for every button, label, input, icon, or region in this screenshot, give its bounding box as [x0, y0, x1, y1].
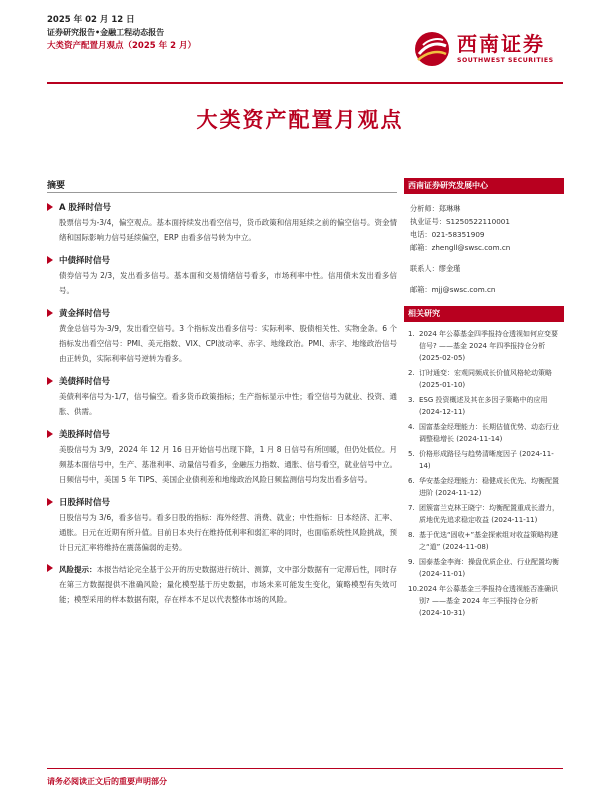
related-item-number: 6.: [408, 477, 415, 485]
abstract: [47, 178, 397, 607]
section-a-share: [47, 199, 397, 245]
section-us-stock: [47, 426, 397, 487]
related-item-text: 2024 年公募基金四季报持仓透视如何应变要信号? ——基金 2024 年四季报持仓分析 (2025-02-05): [419, 330, 559, 362]
related-item-text: 基于优选“固收+”基金探索组对收益策略构建之“道” (2024-11-08): [419, 531, 559, 551]
triangle-bullet-icon: [47, 564, 53, 572]
report-header: [47, 14, 377, 53]
related-research-header: 相关研究: [404, 306, 564, 322]
related-item[interactable]: [408, 421, 562, 445]
related-item-text: 国富基金经理能力：长期估值优势、动态行业调整稳增长 (2024-11-14): [419, 423, 559, 443]
analyst-name: 分析师：郑琳琳: [410, 204, 461, 213]
related-item[interactable]: [408, 394, 562, 418]
abstract-heading: 摘要: [47, 181, 66, 191]
header-divider: [47, 82, 563, 84]
section-title: 美债择时信号: [59, 377, 111, 387]
triangle-bullet-icon: [47, 377, 53, 385]
contact-email[interactable]: 邮箱：mjj@swsc.com.cn: [410, 285, 496, 294]
triangle-bullet-icon: [47, 498, 53, 506]
related-item-text: 价格形成路径与趋势清晰度因子 (2024-11-14): [419, 450, 554, 470]
triangle-bullet-icon: [47, 309, 53, 317]
triangle-bullet-icon: [47, 256, 53, 264]
analyst-email[interactable]: 邮箱：zhengll@swsc.com.cn: [410, 243, 511, 252]
section-jp-stock: [47, 494, 397, 555]
abstract-divider: [47, 192, 397, 193]
risk-text: 本报告结论完全基于公开的历史数据进行统计、测算，文中部分数据有一定滞后性，同时存在第三方数据提供不准确风险；量化模型基于历史数据，市场未来可能发生变化，策略模型有失效可能；模型采用的样本数据有限，存在样本不足以代表整体市场的风险。: [59, 565, 398, 604]
risk-warning: [47, 562, 397, 607]
section-title: A 股择时信号: [59, 203, 112, 213]
related-item-number: 1.: [408, 330, 415, 338]
related-item[interactable]: [408, 367, 562, 391]
analyst-license: 执业证号：S1250522110001: [410, 217, 510, 226]
related-item[interactable]: [408, 583, 562, 619]
related-item-text: 华安基金经理能力：稳健成长优先、均衡配置进阶 (2024-11-12): [419, 477, 559, 497]
contact-name: 联系人：缪金瑾: [410, 264, 461, 273]
related-item-text: 团簇富兰克林王晓宁：均衡配置重成长潜力，质地优先追求稳定收益 (2024-11-11): [419, 504, 559, 524]
section-body: 美股信号为 3/9，2024 年 12 月 16 日开始信号出现下降，1 月 8 日信号有所回暖，但仍处低位。月频基本面信号中，生产、基准利率、动量信号看多，金融压力指数、通胀、信号看空，就业信号中立。日频信号中，美国 5 年 TIPS、美国企业债利差和地缘政治风险日频监测信号均发出看多信号。: [59, 445, 397, 484]
section-gold: [47, 305, 397, 366]
related-item-number: 10.: [408, 585, 420, 593]
logo-text-cn: 西南证券: [457, 32, 545, 56]
page-title: 大类资产配置月观点: [196, 108, 404, 132]
research-center-header: 西南证券研究发展中心: [404, 178, 564, 194]
analyst-info: [404, 194, 564, 296]
section-us-bond: [47, 373, 397, 419]
section-body: 股票信号为-3/4，偏空观点。基本面持续发出看空信号，货币政策和信用延续之前的偏空信号。资金情绪和国际影响力信号延续偏空，ERP 由看多信号转为中立。: [59, 218, 397, 242]
section-body: 债券信号为 2/3，发出看多信号。基本面和交易情绪信号看多，市场利率中性。信用债未发出看多信号。: [59, 271, 397, 295]
report-category: 证券研究报告•金融工程动态报告: [47, 28, 165, 37]
related-item[interactable]: [408, 328, 562, 364]
company-logo: [413, 28, 563, 72]
sidebar: [404, 178, 564, 622]
section-title: 中债择时信号: [59, 256, 111, 266]
section-body: 黄金总信号为-3/9，发出看空信号。3 个指标发出看多信号：实际利率、股债相关性、实物金条。6 个指标发出看空信号：PMI、美元指数、VIX、CPI波动率、赤字、地缘政治。PMI、赤字、地缘政治信号由正转负，实际利率信号逆转为看多。: [59, 324, 397, 363]
related-item-text: 国泰基金李海：操盘优质企业、行业配置均衡 (2024-11-01): [419, 558, 559, 578]
related-item-number: 5.: [408, 450, 415, 458]
logo-mark-icon: [413, 30, 451, 68]
related-item[interactable]: [408, 556, 562, 580]
section-body: 美债利率信号为-1/7，信号偏空。看多货币政策指标；生产指标显示中性；看空信号为就业、投资、通胀、供需。: [59, 392, 397, 416]
section-title: 日股择时信号: [59, 498, 111, 508]
related-item-number: 3.: [408, 396, 415, 404]
report-subtitle: 大类资产配置月观点（2025 年 2 月）: [47, 41, 196, 51]
risk-label: 风险提示：: [59, 565, 97, 574]
report-date: 2025 年 02 月 12 日: [47, 15, 135, 25]
related-research-list: [404, 322, 564, 619]
section-title: 美股择时信号: [59, 430, 111, 440]
related-item-number: 4.: [408, 423, 415, 431]
related-item-number: 2.: [408, 369, 415, 377]
triangle-bullet-icon: [47, 430, 53, 438]
footer-divider: [47, 768, 563, 769]
analyst-phone: 电话：021-58351909: [410, 230, 485, 239]
related-item[interactable]: [408, 502, 562, 526]
related-item-number: 7.: [408, 504, 415, 512]
related-item-text: 订时通变：宏观同频成长价值风格轮动策略 (2025-01-10): [419, 369, 552, 389]
footer-disclaimer: 请务必阅读正文后的重要声明部分: [47, 777, 167, 786]
section-china-bond: [47, 252, 397, 298]
triangle-bullet-icon: [47, 203, 53, 211]
section-title: 黄金择时信号: [59, 309, 111, 319]
related-item-number: 9.: [408, 558, 415, 566]
related-item-text: ESG 投资概述及其在多因子策略中的应用 (2024-12-11): [419, 396, 548, 416]
section-body: 日股信号为 3/6，看多信号。看多日股的指标：海外经营、消费、就业；中性指标：日本经济、汇率、通胀。日元在近期有所升值。目前日本央行在维持低利率和弱汇率的同时，也面临系统性风险挑战，预计日元汇率将维持在震荡偏弱的走势。: [59, 513, 397, 552]
related-item-number: 8.: [408, 531, 415, 539]
related-item[interactable]: [408, 529, 562, 553]
related-item[interactable]: [408, 475, 562, 499]
related-item[interactable]: [408, 448, 562, 472]
logo-text-en: SOUTHWEST SECURITIES: [457, 57, 554, 64]
related-item-text: 2024 年公募基金三季报持仓透视能否准确识别? ——基金 2024 年三季报持仓分析 (2024-10-31): [419, 585, 559, 617]
